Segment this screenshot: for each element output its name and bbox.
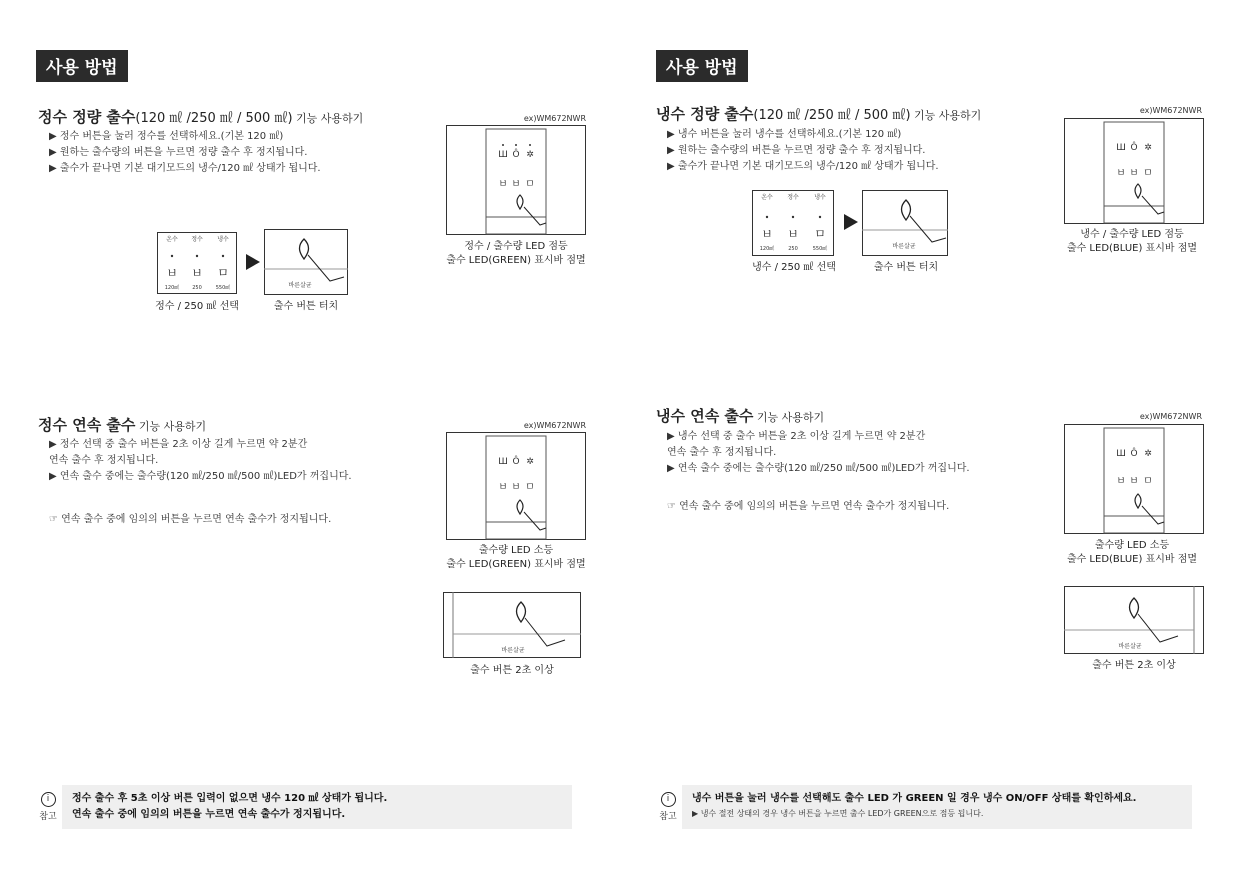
svg-text:ㅂ: ㅂ xyxy=(1129,476,1139,487)
info-note-marker: i 참고 xyxy=(659,794,677,822)
info-icon: i xyxy=(41,792,56,807)
instruction-list: ▶ 정수 버튼을 눌러 정수를 선택하세요.(기본 120 ㎖) ▶ 원하는 출수량의 버튼을 누르면 정량 출수 후 정지됩니다. ▶ 출수가 끝나면 기본 대기모드의 냉수/120 ㎖ 상태가 됩니다. xyxy=(49,131,321,174)
hint-text: ☞ 연속 출수 중에 임의의 버튼을 누르면 연속 출수가 정지됩니다. xyxy=(667,501,950,512)
instruction-list: ▶ 냉수 버튼을 눌러 냉수를 선택하세요.(기본 120 ㎖) ▶ 원하는 출수량의 버튼을 누르면 정량 출수 후 정지됩니다. ▶ 출수가 끝나면 기본 대기모드의 냉수/120 ㎖ 상태가 됩니다. xyxy=(667,129,939,172)
svg-text:ㅁ: ㅁ xyxy=(1143,168,1153,179)
svg-text:✲: ✲ xyxy=(526,457,534,467)
svg-text:✲: ✲ xyxy=(1144,449,1152,459)
svg-text:Ô: Ô xyxy=(512,150,520,160)
svg-text:✲: ✲ xyxy=(1144,143,1152,153)
svg-text:ㅂ: ㅂ xyxy=(511,482,521,493)
step-caption: 출수 버튼 터치 xyxy=(273,301,339,312)
section-heading: 정수 연속 출수 기능 사용하기 xyxy=(38,416,207,434)
svg-text:ㅁ: ㅁ xyxy=(525,482,535,493)
svg-text:ㅁ: ㅁ xyxy=(814,227,826,241)
figure-caption: 출수량 LED 소등 출수 LED(GREEN) 표시바 점멸 xyxy=(446,545,586,570)
long-press-illustration xyxy=(1064,586,1204,654)
svg-text:ㅂ: ㅂ xyxy=(1116,476,1126,487)
arrow-right-icon xyxy=(842,212,860,232)
svg-text:250: 250 xyxy=(192,285,202,291)
info-note-marker: i 참고 xyxy=(39,794,57,822)
section-heading: 냉수 연속 출수 기능 사용하기 xyxy=(656,407,825,425)
svg-text:ㅁ: ㅁ xyxy=(525,179,535,190)
svg-text:ㅂ: ㅂ xyxy=(498,482,508,493)
section-tag: 사용 방법 xyxy=(656,50,748,82)
dispenser-panel-illustration xyxy=(446,125,586,235)
svg-text:Ô: Ô xyxy=(1130,449,1138,459)
svg-text:ㅂ: ㅂ xyxy=(761,227,773,241)
svg-text:바른살균: 바른살균 xyxy=(501,647,525,654)
hint-text: ☞ 연속 출수 중에 임의의 버튼을 누르면 연속 출수가 정지됩니다. xyxy=(49,514,332,525)
svg-text:550㎖: 550㎖ xyxy=(812,246,828,252)
svg-text:Ш: Ш xyxy=(1116,143,1126,153)
instruction-list: ▶ 정수 선택 중 출수 버튼을 2초 이상 길게 누르면 약 2분간 연속 출수 후 정지됩니다. ▶ 연속 출수 중에는 출수량(120 ㎖/250 ㎖/500 ㎖)LED가 꺼집니다. xyxy=(49,439,352,482)
svg-text:✲: ✲ xyxy=(526,150,534,160)
instruction-list: ▶ 냉수 선택 중 출수 버튼을 2초 이상 길게 누르면 약 2분간 연속 출수 후 정지됩니다. ▶ 연속 출수 중에는 출수량(120 ㎖/250 ㎖/500 ㎖)LED가 꺼집니다. xyxy=(667,431,970,474)
svg-text:250: 250 xyxy=(788,246,798,252)
svg-text:120㎖: 120㎖ xyxy=(164,285,180,291)
note-box: 정수 출수 후 5초 이상 버튼 입력이 없으면 냉수 120 ㎖ 상태가 됩니다. 연속 출수 중에 임의의 버튼을 누르면 연속 출수가 정지됩니다. xyxy=(62,785,572,829)
svg-text:ㅁ: ㅁ xyxy=(1143,476,1153,487)
svg-text:ㅂ: ㅂ xyxy=(787,227,799,241)
svg-text:ㅂ: ㅂ xyxy=(1129,168,1139,179)
model-label: ex)WM672NWR xyxy=(523,421,586,430)
svg-text:ㅂ: ㅂ xyxy=(1116,168,1126,179)
svg-text:Ô: Ô xyxy=(512,457,520,467)
step-caption: 냉수 / 250 ㎖ 선택 xyxy=(752,262,836,273)
svg-text:온수: 온수 xyxy=(166,236,178,243)
info-icon: i xyxy=(661,792,676,807)
svg-text:냉수: 냉수 xyxy=(814,194,826,201)
figure-caption: 출수 버튼 2초 이상 xyxy=(470,665,554,676)
svg-text:바른살균: 바른살균 xyxy=(1118,643,1142,650)
svg-text:정수: 정수 xyxy=(191,236,203,243)
svg-text:Ш: Ш xyxy=(1116,449,1126,459)
figure-caption: 냉수 / 출수량 LED 점등 출수 LED(BLUE) 표시바 점멸 xyxy=(1066,229,1198,254)
dispenser-panel-illustration xyxy=(1064,118,1204,224)
svg-text:120㎖: 120㎖ xyxy=(759,246,775,252)
figure-caption: 정수 / 출수량 LED 점등 출수 LED(GREEN) 표시바 점멸 xyxy=(446,241,586,266)
section-heading: 냉수 정량 출수(120 ㎖ /250 ㎖ / 500 ㎖) 기능 사용하기 xyxy=(656,105,982,123)
svg-text:Ш: Ш xyxy=(498,457,508,467)
svg-text:Ш: Ш xyxy=(498,150,508,160)
long-press-illustration xyxy=(443,592,581,658)
svg-text:바른살균: 바른살균 xyxy=(288,282,312,289)
svg-text:바른살균: 바른살균 xyxy=(892,243,916,250)
dispense-touch-illustration xyxy=(862,190,948,256)
step-caption: 출수 버튼 터치 xyxy=(873,262,939,273)
arrow-right-icon xyxy=(244,252,262,272)
svg-text:Ô: Ô xyxy=(1130,143,1138,153)
model-label: ex)WM672NWR xyxy=(1139,412,1202,421)
section-tag: 사용 방법 xyxy=(36,50,128,82)
svg-text:ㅂ: ㅂ xyxy=(166,266,178,280)
model-label: ex)WM672NWR xyxy=(1139,106,1202,115)
volume-select-illustration xyxy=(752,190,834,256)
svg-text:550㎖: 550㎖ xyxy=(215,285,231,291)
dispenser-panel-illustration xyxy=(446,432,586,540)
section-heading: 정수 정량 출수(120 ㎖ /250 ㎖ / 500 ㎖) 기능 사용하기 xyxy=(38,108,364,126)
svg-text:ㅂ: ㅂ xyxy=(191,266,203,280)
volume-select-illustration xyxy=(157,232,237,294)
svg-text:ㅂ: ㅂ xyxy=(511,179,521,190)
svg-text:온수: 온수 xyxy=(761,194,773,201)
svg-text:ㅂ: ㅂ xyxy=(498,179,508,190)
model-label: ex)WM672NWR xyxy=(523,114,586,123)
note-box: 냉수 버튼을 눌러 냉수를 선택해도 출수 LED 가 GREEN 일 경우 냉수 ON/OFF 상태를 확인하세요. ▶ 냉수 절전 상태의 경우 냉수 버튼을 누르면 출수 LED가 GREEN으로 점등 됩니다. xyxy=(682,785,1192,829)
figure-caption: 출수량 LED 소등 출수 LED(BLUE) 표시바 점멸 xyxy=(1066,540,1198,565)
svg-text:정수: 정수 xyxy=(787,194,799,201)
dispenser-panel-illustration xyxy=(1064,424,1204,534)
svg-text:냉수: 냉수 xyxy=(217,236,229,243)
svg-text:ㅁ: ㅁ xyxy=(217,266,229,280)
dispense-touch-illustration xyxy=(264,229,348,295)
figure-caption: 출수 버튼 2초 이상 xyxy=(1092,660,1176,671)
step-caption: 정수 / 250 ㎖ 선택 xyxy=(155,301,239,312)
